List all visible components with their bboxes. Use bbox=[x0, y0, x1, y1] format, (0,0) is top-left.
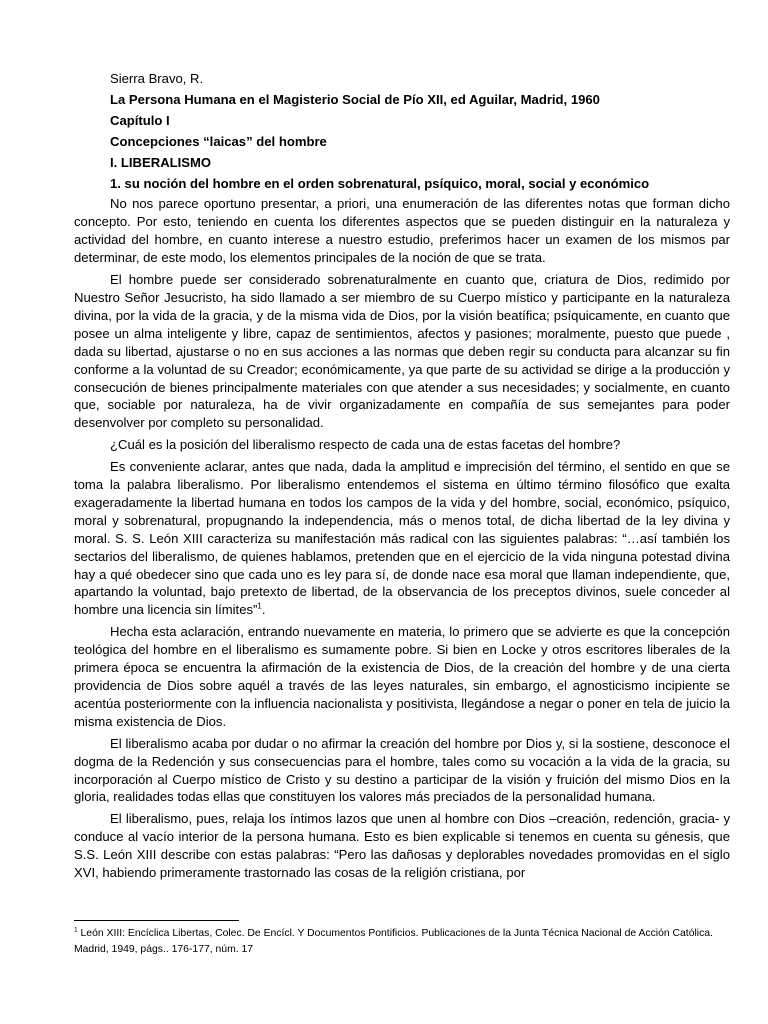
footnote-reference[interactable]: 1 bbox=[257, 602, 262, 612]
book-title: La Persona Humana en el Magisterio Social de Pío XII, ed Aguilar, Madrid, 1960 bbox=[110, 91, 600, 107]
paragraph-7: El liberalismo, pues, relaja los íntimos lazos que unen al hombre con Dios –creación, redención, gracia- y conduce al vacío interior de la persona humana. Esto es bien explicable si tenemos en cuenta su génesis, que S.S. León XIII describe con estas palabras: “Pero las dañosas y deplorables novedades promovidas en el siglo XVI, habiendo primeramente trastornado las cosas de la religión cristiana, por bbox=[74, 811, 730, 881]
chapter-heading: Capítulo I bbox=[110, 112, 170, 128]
paragraph-5: Hecha esta aclaración, entrando nuevamente en materia, lo primero que se advierte es que la concepción teológica del hombre en el liberalismo es sumamente pobre. Si bien en Locke y otros escritores liberales de la primera época se encuentra la afirmación de la existencia de Dios, de la creación del hombre y de una cierta providencia de Dios sobre aquél a través de las leyes naturales, sin embargo, el agnosticismo incipiente se acentúa posteriormente con la influencia nacionalista y positivista, llegándose a negar o poner en tela de juicio la misma existencia de Dios. bbox=[74, 624, 730, 729]
paragraph-4 bbox=[74, 458, 730, 619]
document-body bbox=[74, 70, 730, 886]
footnote-text: León XIII: Encíclica Libertas, Colec. De Encícl. Y Documentos Pontificios. Publicaciones de la Junta Técnica Nacional de Acción Católica. Madrid, 1949, págs.. 176-177, núm. 17 bbox=[74, 928, 713, 955]
paragraph-4-end: . bbox=[261, 602, 266, 618]
chapter-title: Concepciones “laicas” del hombre bbox=[110, 133, 327, 149]
footnote-number: 1 bbox=[74, 926, 78, 934]
footnote-divider bbox=[74, 920, 239, 921]
paragraph-6: El liberalismo acaba por dudar o no afirmar la creación del hombre por Dios y, si la sostiene, desconoce el dogma de la Redención y sus consecuencias para el hombre, tales como su vocación a la vida de la gracia, su incorporación al Cuerpo místico de Cristo y su destino a participar de la visión y fruición del mismo Dios en la gloria, realidades todas ellas que constituyen los valores más preciados de la personalidad humana. bbox=[74, 735, 730, 805]
paragraph-4-text: Es conveniente aclarar, antes que nada, dada la amplitud e imprecisión del término, el sentido en que se toma la palabra liberalismo. Por liberalismo entendemos el sistema en último término filosófico que exalta exageradamente la libertad humana en todos los campos de la vida y del hombre, social, económico, psíquico, moral y sobrenatural, propugnando la independencia, más o menos total, de dicha libertad de la ley divina y moral. S. S. León XIII caracteriza su manifestación más radical con las siguientes palabras: “…así también los sectarios del liberalismo, de quienes hablamos, pretenden que en el ejercicio de la vida ninguna potestad divina hay a qué obedecer sino que cada uno es ley para sí, de donde nace esa moral que llaman independiente, que, apartando la voluntad, bajo pretexto de libertad, de la observancia de los preceptos divinos, suele conceder al hombre una licencia sin límites” bbox=[74, 459, 730, 618]
paragraph-2: El hombre puede ser considerado sobrenaturalmente en cuanto que, criatura de Dios, redimido por Nuestro Señor Jesucristo, ha sido llamado a ser miembro de su Cuerpo místico y participante en la naturaleza divina, por la vida de la gracia, y de la misma vida de Dios, por la visión beatífica; psíquicamente, en cuanto que posee un alma inteligente y libre, capaz de sentimientos, afectos y pasiones; moralmente, puesto que puede , dada su libertad, ajustarse o no en sus acciones a las normas que deben regir su conducta para alcanzar su fin conforme a la voluntad de su Creador; económicamente, ya que parte de su actividad se dirige a la producción y consecución de bienes principalmente materiales con que atender a sus necesidades; y socialmente, en cuanto que, sociable por naturaleza, ha de vivir organizadamente en compañía de sus semejantes para poder desenvolver por completo su personalidad. bbox=[74, 272, 730, 431]
author-line: Sierra Bravo, R. bbox=[110, 71, 204, 86]
subsection-heading: 1. su noción del hombre en el orden sobrenatural, psíquico, moral, social y económico bbox=[110, 175, 650, 191]
section-heading: I. LIBERALISMO bbox=[110, 154, 212, 170]
paragraph-3: ¿Cuál es la posición del liberalismo respecto de cada una de estas facetas del hombre? bbox=[110, 437, 621, 453]
footnote bbox=[74, 926, 730, 958]
paragraph-1: No nos parece oportuno presentar, a priori, una enumeración de las diferentes notas que forman dicho concepto. Por esto, teniendo en cuenta los diferentes aspectos que se pueden distinguir en la naturaleza y actividad del hombre, en cuanto interese a nuestro estudio, preferimos hacer un examen de los mismos par determinar, de este modo, los elementos principales de la noción de que se trata. bbox=[74, 196, 730, 266]
